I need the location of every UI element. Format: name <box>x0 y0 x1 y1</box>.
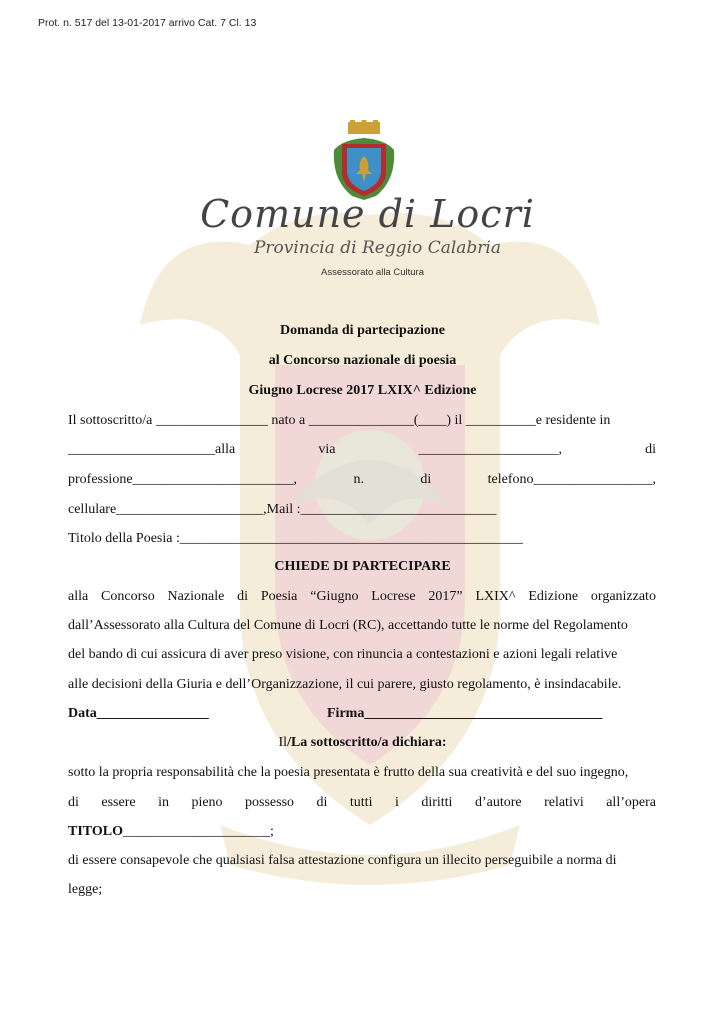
body-word: LXIX^ <box>475 589 516 604</box>
declaration-word: d’autore <box>474 795 522 810</box>
form-row-address-part: via <box>318 442 336 457</box>
declaration-titolo-blank: _____________________; <box>123 824 274 839</box>
body-word: Poesia <box>260 589 298 604</box>
form-row-address-part: di <box>645 442 656 457</box>
declaration-word: di <box>316 795 328 810</box>
body-word: Concorso <box>101 589 155 604</box>
logo-province: Provincia di Reggio Calabria <box>253 238 501 258</box>
form-row-profession-part: n. <box>353 472 364 487</box>
body-word: Locrese <box>371 589 416 604</box>
form-row-address-part: ____________________, <box>418 442 563 457</box>
declaration-titolo <box>68 824 656 840</box>
declaration-word: essere <box>101 795 136 810</box>
body-line-2: dall’Assessorato alla Cultura del Comune di Locri (RC), accettando tutte le norme del Regolamento <box>68 618 628 633</box>
declaration-word: i <box>394 795 399 810</box>
signature-date: Data________________ <box>68 706 209 721</box>
request-title: CHIEDE DI PARTECIPARE <box>274 559 451 574</box>
declaration-line-3: di essere consapevole che qualsiasi falsa attestazione configura un illecito perseguibile a norma di <box>68 853 617 868</box>
form-row-address-part: _____________________alla <box>68 442 236 457</box>
body-word: di <box>237 589 249 604</box>
form-row-name: Il sottoscritto/a ________________ nato a _______________(____) il __________e residente in <box>68 413 611 428</box>
declaration-line-4: legge; <box>68 882 103 897</box>
declaration-word: in <box>158 795 169 810</box>
declaration-titolo-label: TITOLO <box>68 824 123 839</box>
declaration-line-2 <box>68 795 656 811</box>
declaration-line-1: sotto la propria responsabilità che la poesia presentata è frutto della sua creatività e del suo ingegno, <box>68 765 629 780</box>
form-row-profession-part: professione_______________________, <box>68 472 298 487</box>
form-row-address <box>68 442 656 458</box>
body-line-3: del bando di cui assicura di aver preso visione, con rinuncia a contestazioni e azioni legali relative <box>68 647 618 662</box>
logo-office: Assessorato alla Cultura <box>321 267 424 278</box>
declaration-word: all’opera <box>606 795 656 810</box>
form-row-contacts: cellulare_____________________,Mail :____________________________ <box>68 502 497 517</box>
form-row-profession-part: di <box>420 472 432 487</box>
declaration-word: relativi <box>544 795 584 810</box>
heading-line-2: al Concorso nazionale di poesia <box>268 353 457 368</box>
body-word: alla <box>68 589 89 604</box>
protocol-stamp: Prot. n. 517 del 13-01-2017 arrivo Cat. 7 Cl. 13 <box>38 17 257 29</box>
declaration-word: pieno <box>191 795 223 810</box>
declaration-word: di <box>68 795 79 810</box>
form-row-profession-part: telefono_________________, <box>487 472 656 487</box>
declaration-title-rest: /La sottoscritto/a dichiara: <box>287 735 447 750</box>
form-row-profession <box>68 472 656 488</box>
body-word: 2017” <box>428 589 463 604</box>
body-word: Nazionale <box>167 589 225 604</box>
coat-of-arms-icon <box>330 120 398 202</box>
form-row-poem-title: Titolo della Poesia :_________________________________________________ <box>68 531 523 546</box>
logo-municipality-name: Comune di Locri <box>200 192 535 236</box>
body-line-4: alle decisioni della Giuria e dell’Organizzazione, il cui parere, giusto regolamento, è insindacabile. <box>68 677 622 692</box>
declaration-word: diritti <box>421 795 453 810</box>
body-word: organizzato <box>590 589 656 604</box>
body-word: Edizione <box>528 589 579 604</box>
declaration-title-prefix: Il <box>278 735 288 750</box>
heading-line-3: Giugno Locrese 2017 LXIX^ Edizione <box>248 383 477 398</box>
heading-line-1: Domanda di partecipazione <box>280 323 445 338</box>
declaration-title <box>0 735 725 751</box>
declaration-word: possesso <box>245 795 295 810</box>
body-line-1 <box>68 589 656 605</box>
signature-sign: Firma__________________________________ <box>327 706 603 721</box>
body-word: “Giugno <box>310 589 359 604</box>
declaration-word: tutti <box>349 795 373 810</box>
